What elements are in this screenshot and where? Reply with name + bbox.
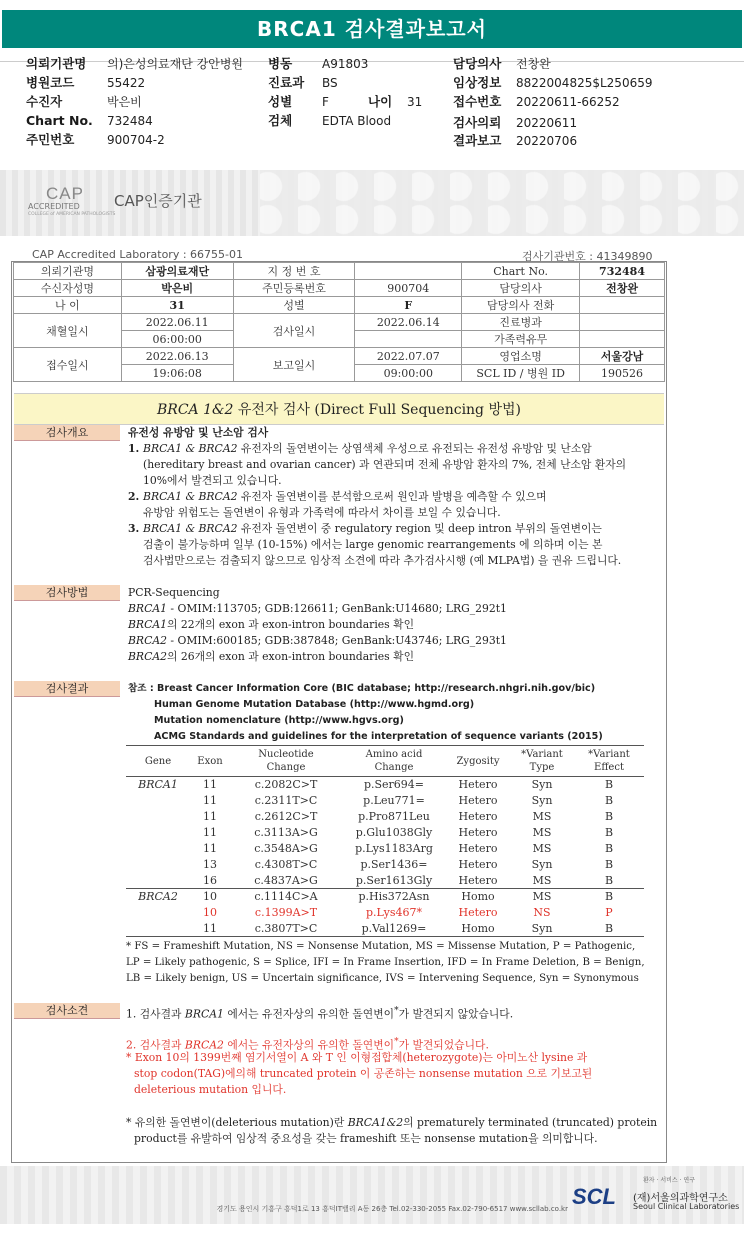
- header-label: 성별: [268, 94, 293, 109]
- variant-cell-type: MS: [532, 842, 552, 855]
- overview-p3-cont: 검출이 불가능하며 일부 (10-15%) 에서는 large genomic rearrangements 에 의하며 이는 본: [143, 538, 603, 551]
- header-value: 20220611: [516, 116, 578, 130]
- cell: 보고일시: [233, 348, 355, 382]
- variant-row: [126, 857, 644, 873]
- method-line: BRCA2의 26개의 exon 과 exon-intron boundaries 확인: [128, 650, 414, 663]
- header-value: 20220706: [516, 134, 578, 148]
- overview-p2: 2. BRCA1 & BRCA2 유전자 돌연변이를 분석함으로써 원인과 발병을 예측할 수 있으며: [128, 490, 547, 503]
- variant-cell-gene: [126, 905, 190, 921]
- variant-cell-type: MS: [510, 889, 574, 905]
- variant-cell-exon: 13: [203, 858, 217, 871]
- variant-cell-effect: B: [574, 889, 644, 905]
- variant-cell-nuc: c.3807T>C: [230, 921, 342, 937]
- header-label: 나이: [368, 94, 393, 109]
- cell: 담당의사: [462, 280, 580, 297]
- variant-cell-gene: BRCA1: [138, 778, 178, 792]
- cell: 성별: [233, 297, 355, 314]
- cell: 06:00:00: [121, 331, 233, 348]
- variant-cell-zyg: Hetero: [458, 826, 498, 839]
- definition-note: * 유의한 돌연변이(deleterious mutation)란 BRCA1&2의 prematurely terminated (truncated) protein: [126, 1116, 658, 1129]
- header-label: 검사의뢰: [453, 115, 502, 130]
- variant-cell-type: Syn: [531, 794, 553, 807]
- cell: [355, 263, 462, 280]
- header-value: 55422: [107, 76, 146, 90]
- variant-cell-zyg: Hetero: [458, 842, 498, 855]
- variant-cell-zyg: Hetero: [458, 906, 498, 919]
- variant-cell-gene: [126, 825, 190, 841]
- cell: 2022.06.11: [121, 314, 233, 331]
- header-value: A91803: [322, 57, 369, 71]
- reference-line: Mutation nomenclature (http://www.hgvs.org): [154, 715, 404, 726]
- variant-cell-effect: B: [604, 842, 614, 855]
- variant-cell-zyg: Hetero: [458, 858, 498, 871]
- table-header-row: [126, 746, 644, 777]
- header-value: 732484: [107, 114, 153, 128]
- header-value: 의)은성의료재단 강안병원: [107, 57, 244, 71]
- cell: 박은비: [121, 280, 233, 297]
- col-header: Amino acid Change: [342, 746, 446, 777]
- cell: 31: [121, 297, 233, 314]
- cell: 2022.07.07: [355, 348, 462, 365]
- variant-cell-aa: p.Val1269=: [342, 921, 446, 937]
- table-row: [14, 280, 665, 297]
- variant-cell-gene: [126, 857, 190, 873]
- variant-cell-gene: [126, 921, 190, 937]
- header-label: 결과보고: [453, 133, 502, 148]
- cell: 2022.06.13: [121, 348, 233, 365]
- cell: 나 이: [14, 297, 122, 314]
- variant-cell-aa: p.Lys467*: [365, 906, 422, 919]
- variant-cell-nuc: c.2612C>T: [254, 810, 318, 823]
- cell: Chart No.: [462, 263, 580, 280]
- variant-cell-exon: 10: [190, 889, 230, 905]
- variant-row: [126, 841, 644, 857]
- variant-cell-effect: B: [604, 810, 614, 823]
- report-title: BRCA1 검사결과보고서: [2, 10, 742, 48]
- cell: 채혈일시: [14, 314, 122, 348]
- variant-cell-zyg: Hetero: [458, 873, 498, 887]
- variant-cell-exon: 11: [203, 842, 217, 855]
- header-label: 병원코드: [26, 75, 75, 90]
- variant-cell-zyg: Homo: [446, 889, 510, 905]
- header-label: 검체: [268, 113, 293, 128]
- variant-cell-type: Syn: [510, 921, 574, 937]
- header-value: 31: [407, 95, 423, 109]
- header-value: 박은비: [107, 95, 142, 109]
- header-label: Chart No.: [26, 113, 93, 128]
- variant-cell-effect: P: [605, 906, 613, 919]
- header-label: 의뢰기관명: [26, 56, 87, 71]
- variant-cell-gene: BRCA2: [126, 889, 190, 905]
- cell: 190526: [580, 365, 665, 382]
- variant-cell-effect: B: [604, 778, 614, 792]
- cell: 732484: [580, 263, 665, 280]
- overview-p1-cont: (hereditary breast and ovarian cancer) 과 연관되며 전체 유방암 환자의 7%, 전체 난소암 환자의: [143, 458, 627, 471]
- variant-cell-nuc: c.2082C>T: [254, 778, 318, 792]
- variant-cell-nuc: c.4837A>G: [254, 873, 318, 887]
- cell: 의뢰기관명: [14, 263, 122, 280]
- cell: [580, 297, 665, 314]
- variant-row: [126, 873, 644, 889]
- variant-cell-gene: [126, 793, 190, 809]
- cell: 진료병과: [462, 314, 580, 331]
- variant-cell-aa: p.Pro871Leu: [358, 810, 430, 823]
- legend-line: LB = Likely benign, US = Uncertain significance, IVS = Intervening Sequence, Syn = Synonymous: [126, 973, 639, 984]
- cell: 검사일시: [233, 314, 355, 348]
- cell: 수신자성명: [14, 280, 122, 297]
- variant-cell-effect: B: [604, 873, 614, 887]
- cell: 가족력유무: [462, 331, 580, 348]
- cell: [580, 331, 665, 348]
- table-row: [14, 263, 665, 280]
- variant-cell-aa: p.Ser1436=: [360, 858, 428, 871]
- variant-cell-effect: B: [604, 794, 614, 807]
- overview-p1: 1. BRCA1 & BRCA2 유전자의 돌연변이는 상염색체 우성으로 유전되는 유전성 유방암 및 난소암: [128, 442, 592, 455]
- variant-cell-nuc: c.3548A>G: [254, 842, 318, 855]
- variant-cell-type: NS: [533, 906, 551, 919]
- reference-line: ACMG Standards and guidelines for the interpretation of sequence variants (2015): [154, 731, 603, 742]
- opinion-note: * Exon 10의 1399번째 염기서열이 A 와 T 인 이형접합체(heterozygote)는 아미노산 lysine 과: [126, 1051, 588, 1064]
- variant-cell-nuc: c.3113A>G: [254, 826, 318, 839]
- variant-row: [126, 905, 644, 921]
- variant-cell-gene: [126, 841, 190, 857]
- section-tag-overview: 검사개요: [14, 425, 120, 441]
- header-label: 진료과: [268, 75, 305, 90]
- footer-slogan: 환자 · 서비스 · 연구: [643, 1177, 696, 1184]
- method-line: PCR-Sequencing: [128, 586, 220, 599]
- header-label: 병동: [268, 56, 293, 71]
- variant-cell-type: Syn: [531, 858, 553, 871]
- variant-cell-exon: 10: [203, 906, 217, 919]
- header-label: 수진자: [26, 94, 63, 109]
- decorative-pattern: [260, 170, 744, 236]
- opinion-note: deleterious mutation 입니다.: [134, 1083, 287, 1096]
- header-value: BS: [322, 76, 338, 90]
- header-value: F: [322, 95, 329, 109]
- header-label: 담당의사: [453, 56, 502, 71]
- legend-line: * FS = Frameshift Mutation, NS = Nonsense Mutation, MS = Missense Mutation, P = Pathogenic,: [126, 941, 636, 952]
- cap-logo: CAP ACCREDITED COLLEGE of AMERICAN PATHOLOGISTS: [28, 184, 116, 217]
- variant-cell-zyg: Hetero: [458, 794, 498, 807]
- cell: F: [355, 297, 462, 314]
- overview-p3-cont: 검사법만으로는 검출되지 않으므로 임상적 소견에 따라 추가검사시행 (예 MLPA법) 을 권유 드립니다.: [143, 554, 622, 567]
- variant-cell-effect: B: [604, 826, 614, 839]
- variant-cell-aa: p.Ser1613Gly: [355, 873, 433, 887]
- variant-cell-type: MS: [532, 810, 552, 823]
- cell: 19:06:08: [121, 365, 233, 382]
- variant-cell-exon: 11: [203, 794, 217, 807]
- opinion-line-positive: 2. 검사결과 BRCA2 에서는 유전자상의 유의한 돌연변이*가 발견되었습니다.: [126, 1037, 489, 1052]
- section-tag-opinion: 검사소견: [14, 1003, 120, 1019]
- header-value: 전창완: [516, 57, 551, 71]
- variant-cell-aa: p.Ser694=: [363, 778, 425, 792]
- cell: 담당의사 전화: [462, 297, 580, 314]
- header-value: EDTA Blood: [322, 114, 392, 128]
- variant-cell-gene: [126, 809, 190, 825]
- col-header: *Variant Effect: [574, 746, 644, 777]
- cell: 접수일시: [14, 348, 122, 382]
- table-row: [14, 297, 665, 314]
- opinion-note: stop codon(TAG)에의해 truncated protein 이 공존하는 nonsense mutation 으로 기보고된: [134, 1067, 593, 1080]
- cell: 900704: [355, 280, 462, 297]
- table-row: [14, 348, 665, 365]
- cell: 2022.06.14: [355, 314, 462, 331]
- cell: 서울강남: [580, 348, 665, 365]
- variant-row: [126, 889, 644, 905]
- patient-info-table: [13, 262, 665, 382]
- legend-line: LP = Likely pathogenic, S = Splice, IFI = In Frame Insertion, IFD = In Frame Deletion, B = Benign,: [126, 957, 645, 968]
- cell: 전창완: [580, 280, 665, 297]
- variant-cell-type: MS: [532, 826, 552, 839]
- variant-cell-zyg: Hetero: [458, 778, 498, 792]
- col-header: Nucleotide Change: [230, 746, 342, 777]
- variant-cell-aa: p.Lys1183Arg: [355, 842, 433, 855]
- cell: 주민등록번호: [233, 280, 355, 297]
- variant-cell-aa: p.Glu1038Gly: [355, 826, 433, 839]
- header-label: 주민번호: [26, 132, 75, 147]
- variant-cell-nuc: c.2311T>C: [254, 794, 318, 807]
- scl-name: (재)서울의과학연구소: [633, 1193, 728, 1204]
- variant-cell-gene: [126, 873, 190, 889]
- variant-table: [126, 745, 644, 937]
- variant-row: [126, 809, 644, 825]
- cell: 영업소명: [462, 348, 580, 365]
- cap-cert-label: CAP인증기관: [114, 192, 202, 210]
- variant-row: [126, 793, 644, 809]
- col-header: Gene: [126, 746, 190, 777]
- variant-cell-nuc: c.4308T>C: [254, 858, 318, 871]
- definition-note: product를 유발하여 임상적 중요성을 갖는 frameshift 또는 nonsense mutation을 의미합니다.: [134, 1132, 598, 1145]
- header-value: 900704-2: [107, 133, 165, 147]
- variant-cell-exon: 11: [203, 810, 217, 823]
- variant-cell-type: MS: [532, 873, 552, 887]
- variant-cell-exon: 11: [203, 778, 217, 792]
- cell: 삼광의료재단: [121, 263, 233, 280]
- variant-cell-aa: p.Leu771=: [363, 794, 425, 807]
- overview-p1-cont: 10%에서 발견되고 있습니다.: [143, 474, 282, 487]
- cell: [580, 314, 665, 331]
- header-value: 20220611-66252: [516, 95, 620, 109]
- footer-address: 경기도 용인시 기흥구 흥덕1로 13 흥덕IT밸리 A동 26층 Tel.02-330-2055 Fax.02-790-6517 www.scllab.co.kr: [216, 1205, 568, 1213]
- header-label: 접수번호: [453, 94, 502, 109]
- method-line: BRCA1 - OMIM:113705; GDB:126611; GenBank:U14680; LRG_292t1: [128, 602, 507, 615]
- opinion-line: 1. 검사결과 BRCA1 에서는 유전자상의 유의한 돌연변이*가 발견되지 않았습니다.: [126, 1006, 514, 1021]
- cell: 09:00:00: [355, 365, 462, 382]
- agency-number: 검사기관번호 : 41349890: [522, 250, 653, 263]
- col-header: Exon: [190, 746, 230, 777]
- overview-p2-cont: 유방암 위험도는 돌연변이 유형과 가족력에 따라서 차이를 보일 수 있습니다.: [143, 506, 501, 519]
- scl-name-en: Seoul Clinical Laboratories: [633, 1202, 740, 1211]
- variant-cell-type: Syn: [531, 778, 553, 792]
- header-value: 8822004825$L250659: [516, 76, 653, 90]
- overview-p3: 3. BRCA1 & BRCA2 유전자 돌연변이 중 regulatory region 및 deep intron 부위의 돌연변이는: [128, 522, 602, 535]
- test-title-banner: BRCA 1&2 유전자 검사 (Direct Full Sequencing 방법): [14, 393, 664, 425]
- variant-cell-exon: 16: [203, 873, 217, 887]
- col-header: *Variant Type: [510, 746, 574, 777]
- method-line: BRCA2 - OMIM:600185; GDB:387848; GenBank:U43746; LRG_293t1: [128, 634, 507, 647]
- scl-logo: SCL: [572, 1184, 616, 1209]
- col-header: Zygosity: [446, 746, 510, 777]
- variant-cell-zyg: Homo: [446, 921, 510, 937]
- overview-heading: 유전성 유방암 및 난소암 검사: [128, 426, 269, 439]
- header-label: 임상정보: [453, 75, 502, 90]
- variant-cell-nuc: c.1114C>A: [230, 889, 342, 905]
- variant-cell-effect: B: [574, 921, 644, 937]
- variant-cell-effect: B: [604, 858, 614, 871]
- variant-row: [126, 825, 644, 841]
- method-line: BRCA1의 22개의 exon 과 exon-intron boundaries 확인: [128, 618, 414, 631]
- cell: [355, 331, 462, 348]
- table-row: [14, 314, 665, 331]
- variant-cell-exon: 11: [190, 921, 230, 937]
- reference-line: 참조 : Breast Cancer Information Core (BIC database; http://research.nhgri.nih.gov/bic): [128, 683, 596, 694]
- variant-cell-nuc: c.1399A>T: [254, 906, 318, 919]
- variant-row: [126, 921, 644, 937]
- section-tag-method: 검사방법: [14, 585, 120, 601]
- reference-line: Human Genome Mutation Database (http://www.hgmd.org): [154, 699, 475, 710]
- variant-row: [126, 777, 644, 793]
- variant-cell-zyg: Hetero: [458, 810, 498, 823]
- cell: SCL ID / 병원 ID: [462, 365, 580, 382]
- section-tag-result: 검사결과: [14, 681, 120, 697]
- variant-cell-aa: p.His372Asn: [342, 889, 446, 905]
- lab-number: CAP Accredited Laboratory : 66755-01: [32, 248, 243, 261]
- variant-cell-exon: 11: [203, 826, 217, 839]
- title-bar: [0, 0, 744, 62]
- cell: 지 정 번 호: [233, 263, 355, 280]
